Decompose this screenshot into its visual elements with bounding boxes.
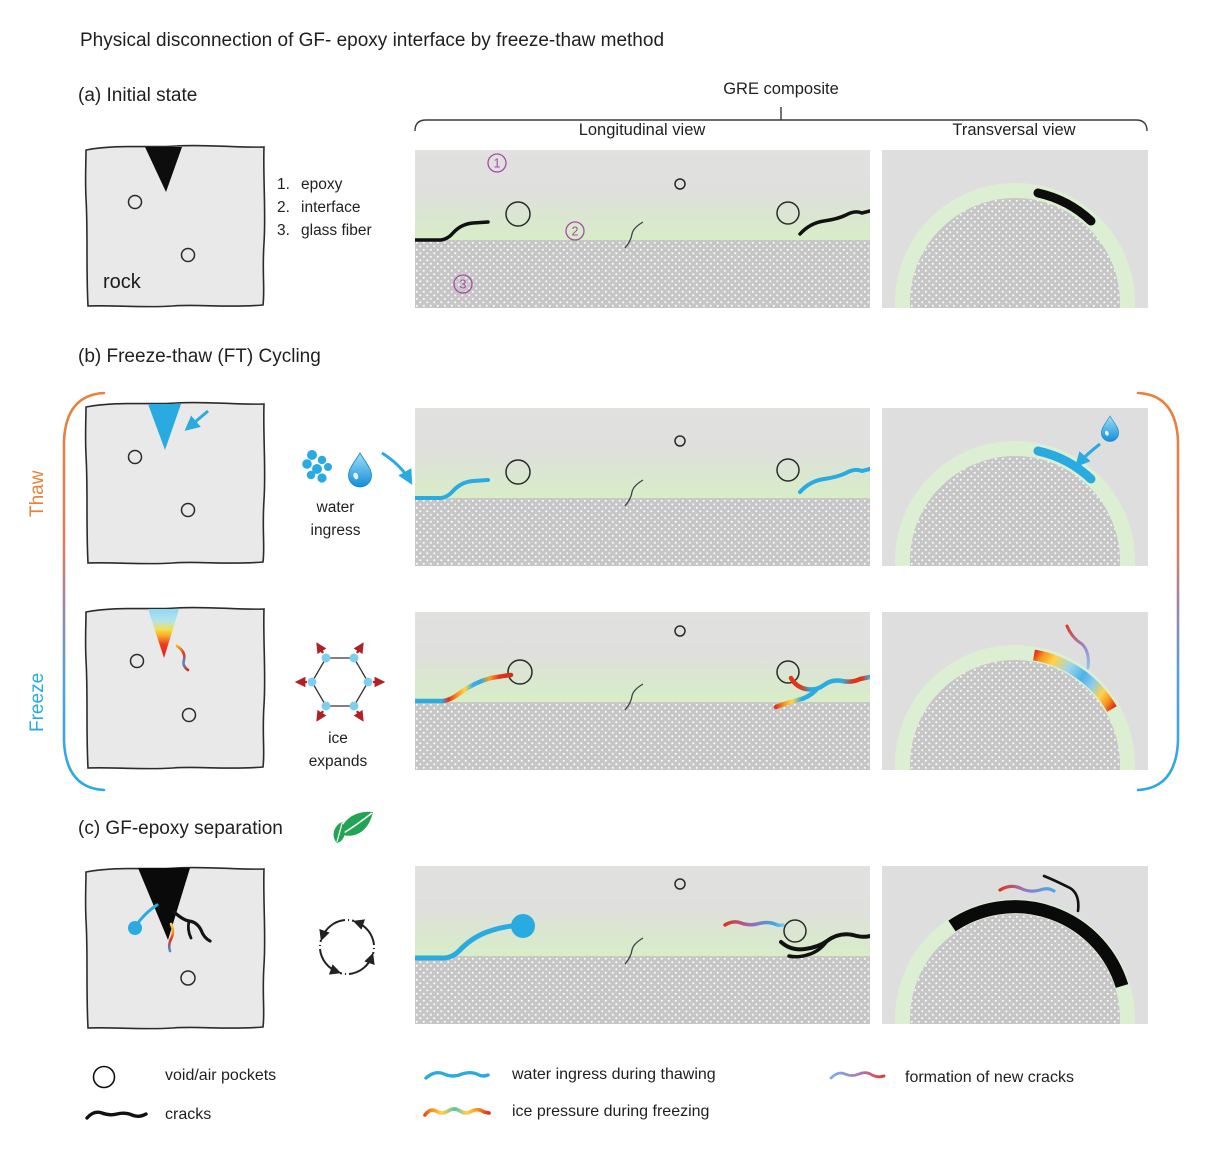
legend-new-cracks-label: formation of new cracks [905, 1069, 1074, 1086]
longitudinal-panel-separation [415, 866, 870, 1024]
water-pocket [128, 921, 142, 935]
legend-ice-label: ice pressure during freezing [512, 1103, 710, 1120]
svg-text:1: 1 [493, 156, 501, 171]
layer-item-epoxy: 1. epoxy [277, 176, 343, 193]
transversal-panel-initial [882, 150, 1148, 308]
gre-composite-label: GRE composite [723, 80, 839, 98]
leaf-icon [330, 806, 378, 850]
ice-crystal-icon [294, 636, 386, 730]
water-molecules-icon [302, 450, 332, 483]
glass-fiber-layer [415, 240, 870, 308]
epoxy-layer [415, 408, 870, 500]
rock-diagram-freeze [78, 600, 273, 775]
figure-title: Physical disconnection of GF- epoxy interface by freeze-thaw method [80, 30, 665, 51]
cycle-arrows-icon [312, 912, 382, 982]
rock-label: rock [103, 271, 141, 293]
rock-outline [86, 607, 265, 768]
legend-crack-icon [84, 1105, 152, 1125]
legend-cracks-label: cracks [165, 1106, 212, 1123]
transversal-view-label: Transversal view [952, 121, 1076, 139]
longitudinal-view-label: Longitudinal view [578, 121, 706, 139]
legend-water-icon [422, 1066, 492, 1086]
layer-item-interface: 2. interface [277, 199, 361, 216]
rock-diagram-separation [78, 860, 273, 1035]
longitudinal-panel-freeze [415, 612, 870, 770]
svg-text:2: 2 [571, 224, 579, 239]
ingress-arrow-icon [382, 453, 410, 481]
longitudinal-panel-thaw [415, 408, 870, 566]
thaw-label: Thaw [27, 470, 48, 517]
legend-ice-icon [422, 1102, 492, 1124]
glass-fiber-layer [415, 956, 870, 1024]
panel-a-label: (a) Initial state [78, 85, 198, 106]
water-drop-icon [349, 453, 372, 487]
water-pocket [511, 914, 535, 938]
freeze-label: Freeze [27, 672, 48, 732]
ice-expands-label: ice expands [308, 730, 368, 770]
legend-void-label: void/air pockets [165, 1067, 277, 1084]
ice-molecules [308, 654, 373, 711]
legend-water-label: water ingress during thawing [512, 1066, 716, 1083]
panel-c-label: (c) GF-epoxy separation [78, 818, 283, 839]
rock-diagram-initial [78, 138, 273, 313]
glass-fiber-layer [415, 498, 870, 566]
longitudinal-panel-initial [415, 150, 870, 308]
rock-diagram-thaw [78, 395, 273, 570]
legend-new-crack-icon [828, 1066, 892, 1086]
thaw-freeze-bracket-right [1126, 383, 1190, 799]
layer-list [277, 173, 372, 242]
epoxy-layer [415, 866, 870, 958]
panel-b-label: (b) Freeze-thaw (FT) Cycling [78, 346, 321, 367]
epoxy-layer [415, 150, 870, 242]
svg-text:3: 3 [459, 277, 467, 292]
water-ingress-label: water ingress [310, 499, 361, 539]
transversal-panel-thaw [882, 408, 1148, 566]
rock-outline [86, 402, 265, 563]
ice-hexagon [312, 658, 368, 706]
legend-void-icon [92, 1065, 118, 1091]
epoxy-layer [415, 612, 870, 704]
layer-item-glass-fiber: 3. glass fiber [277, 222, 372, 239]
water-ingress-icon [298, 443, 418, 495]
transversal-panel-separation [882, 866, 1148, 1024]
transversal-panel-freeze [882, 612, 1148, 770]
glass-fiber-layer [415, 702, 870, 770]
